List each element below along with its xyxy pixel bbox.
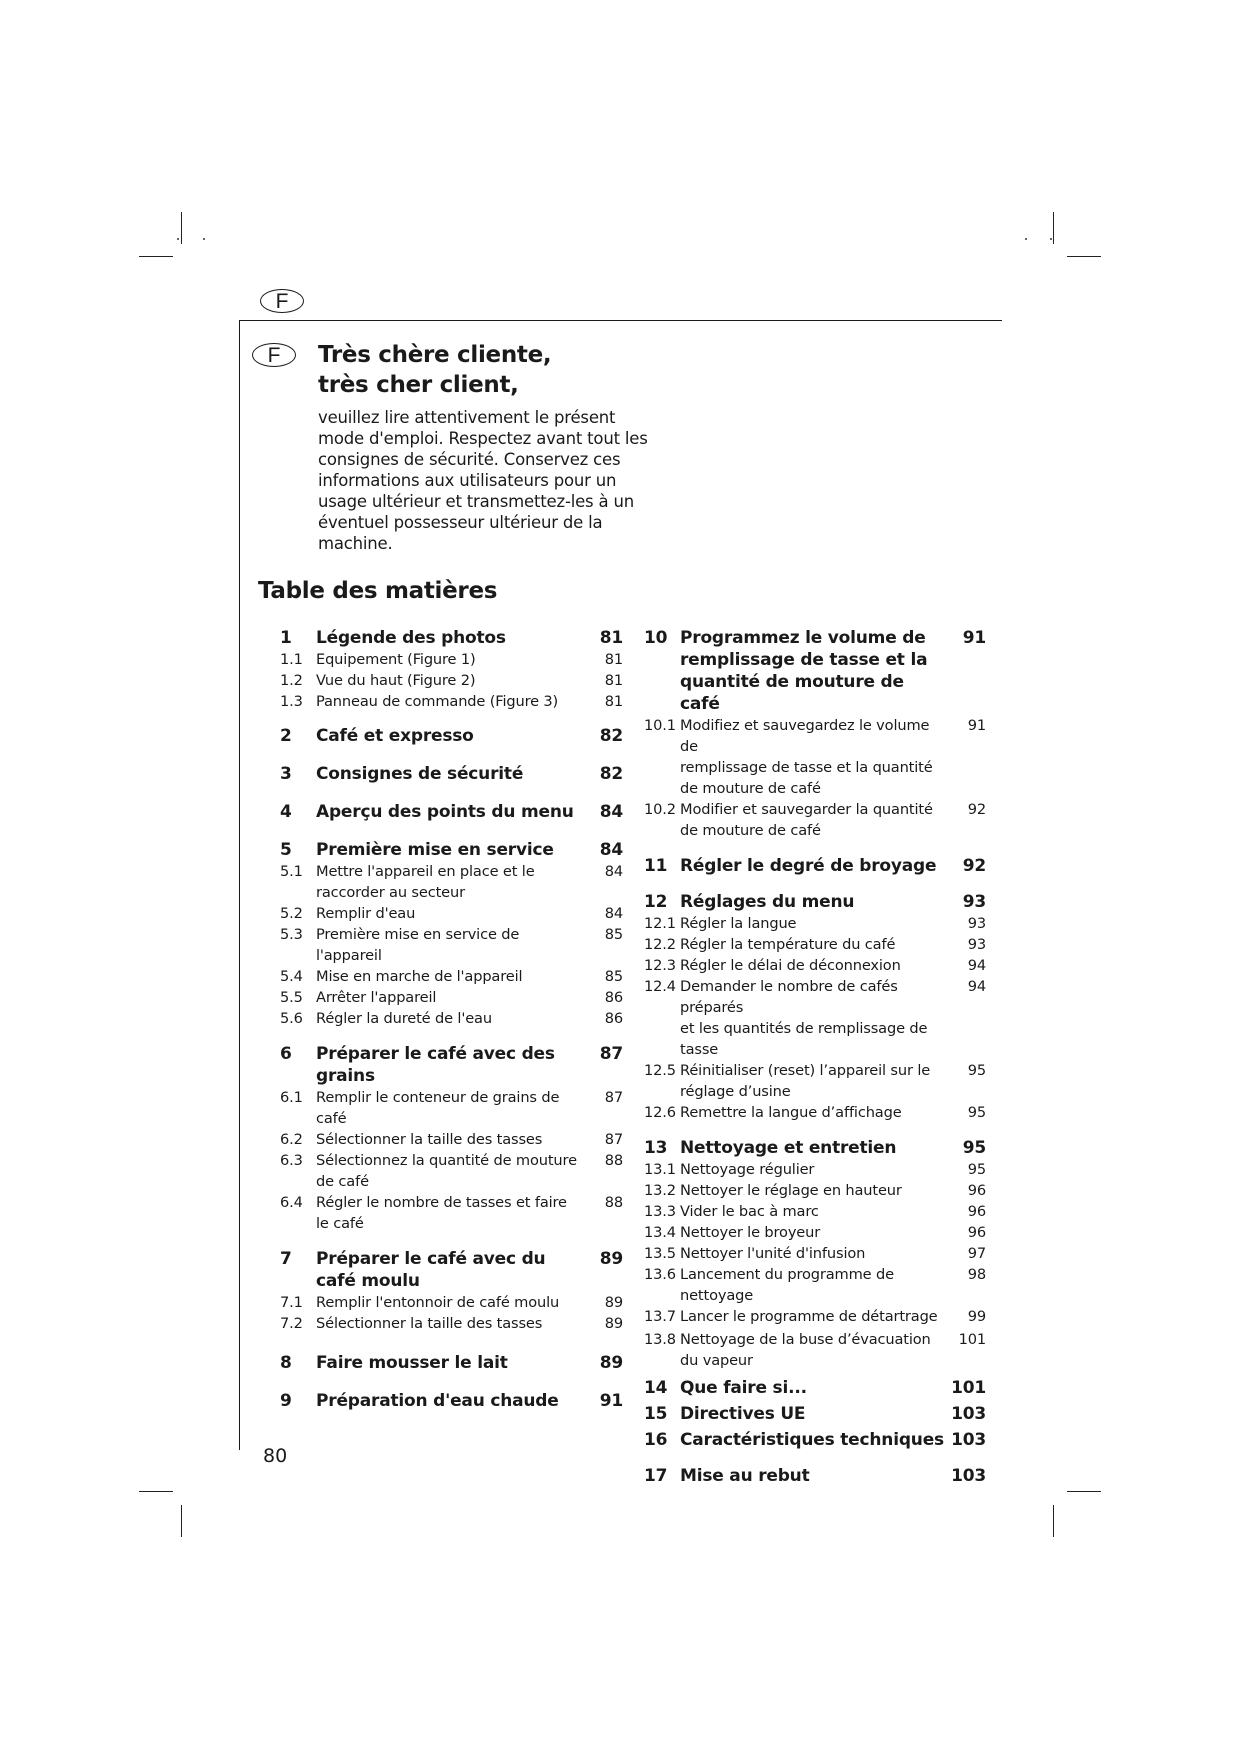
margin-rule [239, 320, 240, 1450]
toc-label: Café et expresso [316, 726, 474, 746]
toc-section [644, 1429, 986, 1451]
toc-section [280, 725, 623, 747]
toc-subsection [644, 1159, 986, 1180]
toc-label: Modifiez et sauvegardez le volume de remplissage de tasse et la quantité de mouture de café [680, 717, 933, 797]
toc-page-number: 88 [604, 1194, 623, 1211]
toc-number: 9 [280, 1391, 292, 1411]
toc-page-number: 93 [967, 936, 986, 953]
toc-number: 5.5 [280, 989, 303, 1006]
toc-label: Modifier et sauvegarder la quantité de mouture de café [680, 801, 933, 839]
toc-section [644, 855, 986, 877]
toc-number: 13 [644, 1138, 668, 1158]
toc-label: Remplir l'entonnoir de café moulu [316, 1294, 560, 1311]
toc-number: 6.4 [280, 1194, 303, 1211]
greeting-heading [318, 340, 738, 400]
toc-label: Panneau de commande (Figure 3) [316, 693, 559, 710]
toc-label: Vue du haut (Figure 2) [316, 672, 476, 689]
toc-number: 5.4 [280, 968, 303, 985]
toc-page-number: 93 [962, 892, 986, 912]
toc-page-number: 84 [599, 802, 623, 822]
header-rule [240, 320, 1002, 321]
toc-section [280, 1043, 623, 1087]
toc-subsection [644, 934, 986, 955]
toc-number: 5.6 [280, 1010, 303, 1027]
toc-page-number: 84 [604, 863, 623, 880]
toc-page-number: 93 [967, 915, 986, 932]
toc-label: Réinitialiser (reset) l’appareil sur le réglage d’usine [680, 1062, 931, 1100]
toc-label: Consignes de sécurité [316, 764, 524, 784]
toc-section [644, 1465, 986, 1487]
toc-label: Que faire si... [680, 1378, 807, 1398]
toc-page-number: 86 [604, 989, 623, 1006]
toc-number: 13.4 [644, 1224, 676, 1241]
toc-page-number: 89 [604, 1315, 623, 1332]
crop-dot [1025, 238, 1027, 240]
toc-subsection [644, 913, 986, 934]
toc-number: 4 [280, 802, 292, 822]
toc-label: Programmez le volume de remplissage de tasse et la quantité de mouture de café [680, 628, 928, 714]
toc-section [644, 891, 986, 913]
language-badge [260, 289, 304, 313]
toc-label: Nettoyage régulier [680, 1161, 815, 1178]
toc-subsection [644, 1180, 986, 1201]
toc-subsection [280, 649, 623, 670]
toc-page-number: 95 [962, 1138, 986, 1158]
toc-subsection [644, 1102, 986, 1123]
toc-page-number: 95 [967, 1161, 986, 1178]
toc-number: 10.1 [644, 717, 676, 734]
toc-number: 3 [280, 764, 292, 784]
toc-page-number: 85 [604, 968, 623, 985]
toc-page-number: 101 [951, 1378, 986, 1398]
toc-subsection [644, 799, 986, 841]
toc-number: 16 [644, 1430, 668, 1450]
toc-subsection [280, 1313, 623, 1334]
toc-number: 12.4 [644, 978, 676, 995]
toc-number: 7.2 [280, 1315, 303, 1332]
toc-page-number: 96 [967, 1182, 986, 1199]
toc-number: 12.2 [644, 936, 676, 953]
intro-paragraph: veuillez lire attentivement le présent mode d'emploi. Respectez avant tout les consignes de sécurité. Conservez ces informations aux utilisateurs pour un usage ultérieur et transmettez-les à un éventuel possesseur ultérieur de la machine. [318, 408, 648, 553]
toc-page-number: 84 [599, 840, 623, 860]
toc-number: 5.2 [280, 905, 303, 922]
toc-number: 13.6 [644, 1266, 676, 1283]
toc-label: Légende des photos [316, 628, 506, 648]
toc-number: 7.1 [280, 1294, 303, 1311]
toc-subsection [280, 1087, 623, 1129]
toc-number: 13.1 [644, 1161, 676, 1178]
crop-mark [181, 1505, 182, 1537]
toc-page-number: 96 [967, 1203, 986, 1220]
crop-mark [1067, 1491, 1101, 1492]
toc-number: 13.7 [644, 1308, 676, 1325]
toc-label: Régler la langue [680, 915, 797, 932]
toc-section [644, 1403, 986, 1425]
crop-mark [1067, 256, 1101, 257]
toc-label: Remettre la langue d’affichage [680, 1104, 902, 1121]
toc-page-number: 81 [599, 628, 623, 648]
toc-subsection [280, 1008, 623, 1029]
toc-label: Préparation d'eau chaude [316, 1391, 559, 1411]
toc-label: Première mise en service de l'appareil [316, 926, 520, 964]
toc-label: Remplir le conteneur de grains de café [316, 1089, 560, 1127]
toc-label: Nettoyage et entretien [680, 1138, 897, 1158]
toc-subsection [644, 955, 986, 976]
toc-section [280, 763, 623, 785]
toc-number: 15 [644, 1404, 668, 1424]
toc-section [280, 1352, 623, 1374]
crop-mark [139, 256, 173, 257]
toc-page-number: 86 [604, 1010, 623, 1027]
toc-number: 6.1 [280, 1089, 303, 1106]
toc-label: Mise en marche de l'appareil [316, 968, 523, 985]
toc-label: Préparer le café avec du café moulu [316, 1249, 546, 1291]
toc-label: Equipement (Figure 1) [316, 651, 476, 668]
toc-label: Lancement du programme de nettoyage [680, 1266, 894, 1304]
toc-section [644, 1377, 986, 1399]
toc-number: 13.2 [644, 1182, 676, 1199]
toc-page-number: 89 [604, 1294, 623, 1311]
toc-label: Remplir d'eau [316, 905, 416, 922]
toc-label: Régler le délai de déconnexion [680, 957, 901, 974]
toc-number: 8 [280, 1353, 292, 1373]
toc-subsection [644, 1201, 986, 1222]
toc-number: 10 [644, 628, 668, 648]
toc-number: 1.3 [280, 693, 303, 710]
toc-page-number: 94 [967, 978, 986, 995]
toc-number: 17 [644, 1466, 668, 1486]
toc-subsection [280, 1129, 623, 1150]
toc-label: Lancer le programme de détartrage [680, 1308, 938, 1325]
language-badge [252, 343, 296, 367]
toc-number: 13.3 [644, 1203, 676, 1220]
toc-page-number: 103 [951, 1430, 986, 1450]
toc-subsection [644, 1243, 986, 1264]
toc-page-number: 95 [967, 1062, 986, 1079]
toc-number: 12 [644, 892, 668, 912]
toc-section [280, 1248, 623, 1292]
toc-number: 12.5 [644, 1062, 676, 1079]
toc-label: Régler le degré de broyage [680, 856, 937, 876]
toc-page-number: 82 [599, 764, 623, 784]
crop-dot [1050, 238, 1052, 240]
toc-page-number: 81 [604, 693, 623, 710]
toc-subsection [280, 1292, 623, 1313]
toc-subsection [644, 1264, 986, 1306]
toc-label: Régler la dureté de l'eau [316, 1010, 492, 1027]
toc-page-number: 91 [962, 628, 986, 648]
toc-section [280, 627, 623, 649]
toc-number: 6.2 [280, 1131, 303, 1148]
crop-mark [139, 1491, 173, 1492]
toc-subsection [280, 691, 623, 712]
toc-label: Nettoyage de la buse d’évacuation du vapeur [680, 1331, 931, 1369]
toc-subsection [280, 861, 623, 903]
toc-subsection [280, 966, 623, 987]
toc-page-number: 99 [967, 1308, 986, 1325]
toc-label: Régler la température du café [680, 936, 896, 953]
greeting-line: Très chère cliente, [318, 342, 552, 368]
toc-subsection [280, 924, 623, 966]
toc-subsection [280, 1150, 623, 1192]
toc-subsection [644, 1222, 986, 1243]
toc-label: Caractéristiques techniques [680, 1430, 944, 1450]
toc-page-number: 89 [599, 1249, 623, 1269]
toc-label: Aperçu des points du menu [316, 802, 574, 822]
crop-mark [181, 212, 182, 244]
toc-number: 14 [644, 1378, 668, 1398]
toc-label: Directives UE [680, 1404, 806, 1424]
toc-page-number: 101 [958, 1331, 986, 1348]
toc-number: 6 [280, 1044, 292, 1064]
greeting-line: très cher client, [318, 372, 519, 398]
toc-page-number: 87 [604, 1131, 623, 1148]
toc-column-right [644, 627, 986, 1487]
toc-number: 6.3 [280, 1152, 303, 1169]
toc-column-left [280, 627, 623, 1412]
toc-subsection [644, 1306, 986, 1327]
toc-number: 2 [280, 726, 292, 746]
toc-number: 1.2 [280, 672, 303, 689]
toc-page-number: 96 [967, 1224, 986, 1241]
toc-number: 7 [280, 1249, 292, 1269]
toc-number: 1.1 [280, 651, 303, 668]
crop-dot [177, 238, 179, 240]
toc-label: Mise au rebut [680, 1466, 810, 1486]
toc-page-number: 92 [967, 801, 986, 818]
toc-label: Régler le nombre de tasses et faire le café [316, 1194, 567, 1232]
toc-page-number: 84 [604, 905, 623, 922]
toc-subsection [280, 670, 623, 691]
toc-number: 11 [644, 856, 668, 876]
toc-page-number: 81 [604, 651, 623, 668]
toc-label: Mettre l'appareil en place et le raccorder au secteur [316, 863, 535, 901]
toc-page-number: 94 [967, 957, 986, 974]
toc-subsection [280, 1192, 623, 1234]
toc-page-number: 103 [951, 1404, 986, 1424]
toc-number: 1 [280, 628, 292, 648]
toc-title: Table des matières [258, 578, 498, 604]
toc-number: 5.3 [280, 926, 303, 943]
toc-section [280, 801, 623, 823]
toc-label: Première mise en service [316, 840, 554, 860]
toc-label: Faire mousser le lait [316, 1353, 508, 1373]
toc-subsection [280, 903, 623, 924]
toc-page-number: 89 [599, 1353, 623, 1373]
toc-label: Demander le nombre de cafés préparés et les quantités de remplissage de tasse [680, 978, 928, 1058]
toc-page-number: 98 [967, 1266, 986, 1283]
toc-number: 12.6 [644, 1104, 676, 1121]
toc-label: Réglages du menu [680, 892, 855, 912]
toc-number: 13.8 [644, 1331, 676, 1348]
toc-page-number: 103 [951, 1466, 986, 1486]
toc-page-number: 87 [604, 1089, 623, 1106]
toc-subsection [280, 987, 623, 1008]
toc-label: Vider le bac à marc [680, 1203, 819, 1220]
toc-label: Nettoyer le réglage en hauteur [680, 1182, 902, 1199]
toc-page-number: 82 [599, 726, 623, 746]
toc-number: 5 [280, 840, 292, 860]
crop-mark [1053, 1505, 1054, 1537]
page-number: 80 [263, 1445, 288, 1467]
toc-label: Arrêter l'appareil [316, 989, 437, 1006]
toc-page-number: 95 [967, 1104, 986, 1121]
toc-page-number: 87 [599, 1044, 623, 1064]
toc-number: 12.1 [644, 915, 676, 932]
toc-subsection [644, 1060, 986, 1102]
language-badge-label: F [275, 289, 289, 313]
toc-label: Nettoyer le broyeur [680, 1224, 821, 1241]
toc-page-number: 91 [599, 1391, 623, 1411]
toc-subsection [644, 976, 986, 1060]
crop-dot [203, 238, 205, 240]
toc-page-number: 92 [962, 856, 986, 876]
toc-label: Sélectionner la taille des tasses [316, 1131, 543, 1148]
toc-number: 13.5 [644, 1245, 676, 1262]
toc-page-number: 88 [604, 1152, 623, 1169]
toc-number: 5.1 [280, 863, 303, 880]
toc-section [644, 1137, 986, 1159]
toc-subsection [644, 715, 986, 799]
crop-mark [1053, 212, 1054, 244]
toc-page-number: 85 [604, 926, 623, 943]
toc-label: Nettoyer l'unité d'infusion [680, 1245, 866, 1262]
language-badge-label: F [267, 343, 281, 367]
toc-subsection [644, 1329, 986, 1371]
toc-section [280, 1390, 623, 1412]
toc-page-number: 97 [967, 1245, 986, 1262]
toc-number: 10.2 [644, 801, 676, 818]
toc-section [644, 627, 986, 715]
toc-label: Sélectionner la taille des tasses [316, 1315, 543, 1332]
toc-label: Préparer le café avec des grains [316, 1044, 555, 1086]
toc-section [280, 839, 623, 861]
toc-page-number: 91 [967, 717, 986, 734]
toc-label: Sélectionnez la quantité de mouture de café [316, 1152, 577, 1190]
toc-page-number: 81 [604, 672, 623, 689]
toc-number: 12.3 [644, 957, 676, 974]
